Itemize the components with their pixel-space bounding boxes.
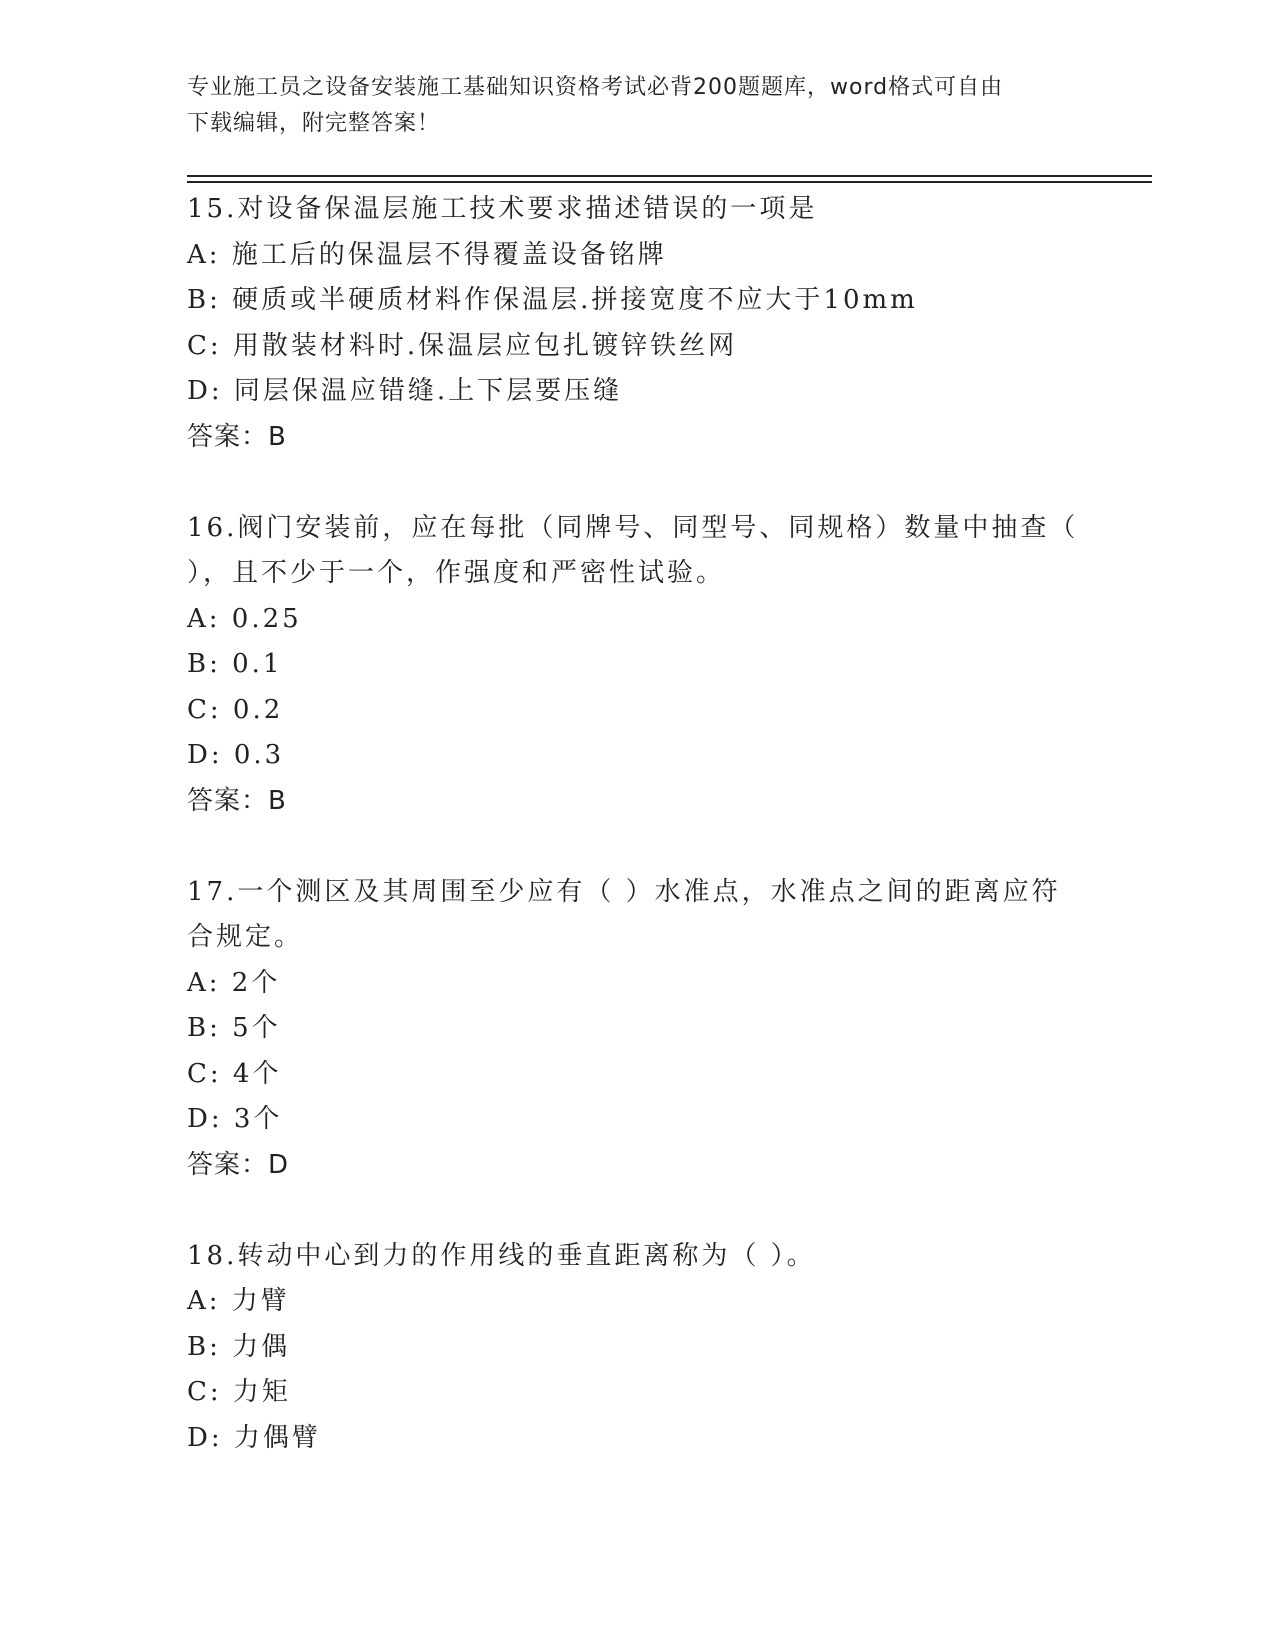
answer-label: 答案：D [187,1149,290,1180]
option-c: C: 力矩 [187,1377,291,1407]
question-stem-continued: 合规定。 [187,922,304,952]
question-gap [187,1188,1087,1234]
answer-label: 答案：B [187,785,287,816]
option-b: B: 硬质或半硬质材料作保温层.拼接宽度不应大于10mm [187,285,918,315]
question-stem: 15.对设备保温层施工技术要求描述错误的一项是 [187,194,818,224]
header-line-2: 下载编辑，附完整答案！ [187,111,441,136]
question-stem-continued: ），且不少于一个，作强度和严密性试验。 [187,558,726,588]
answer-label: 答案：B [187,421,287,452]
option-c: C: 4个 [187,1058,282,1089]
option-c: C: 0.2 [187,694,284,725]
option-a: A: 力臂 [187,1286,290,1316]
header-line-1: 专业施工员之设备安装施工基础知识资格考试必背200题题库，word格式可自由 [187,75,1004,100]
option-a: A: 0.25 [187,603,302,634]
question-15 [187,187,1087,460]
option-d: D: 3个 [187,1104,283,1134]
question-list [187,187,1087,1461]
document-header [187,70,1067,142]
question-stem: 18.转动中心到力的作用线的垂直距离称为（ ）。 [187,1240,816,1271]
option-b: B: 5个 [187,1013,281,1043]
header-rule-top [187,175,1152,177]
question-18 [187,1234,1087,1462]
option-a: A: 施工后的保温层不得覆盖设备铭牌 [187,239,667,270]
option-d: D: 同层保温应错缝.上下层要压缝 [187,376,623,406]
question-17 [187,870,1087,1189]
question-stem: 16.阀门安装前，应在每批（同牌号、同型号、同规格）数量中抽查（ [187,512,1079,543]
question-gap [187,824,1087,870]
question-16 [187,506,1087,825]
option-d: D: 0.3 [187,740,285,770]
option-a: A: 2个 [187,967,281,998]
question-stem: 17.一个测区及其周围至少应有（ ）水准点，水准点之间的距离应符 [187,876,1061,907]
option-d: D: 力偶臂 [187,1422,321,1453]
question-gap [187,460,1087,506]
option-b: B: 力偶 [187,1331,291,1362]
option-c: C: 用散装材料时.保温层应包扎镀锌铁丝网 [187,330,738,361]
header-rule-bottom [187,181,1152,183]
option-b: B: 0.1 [187,649,283,679]
